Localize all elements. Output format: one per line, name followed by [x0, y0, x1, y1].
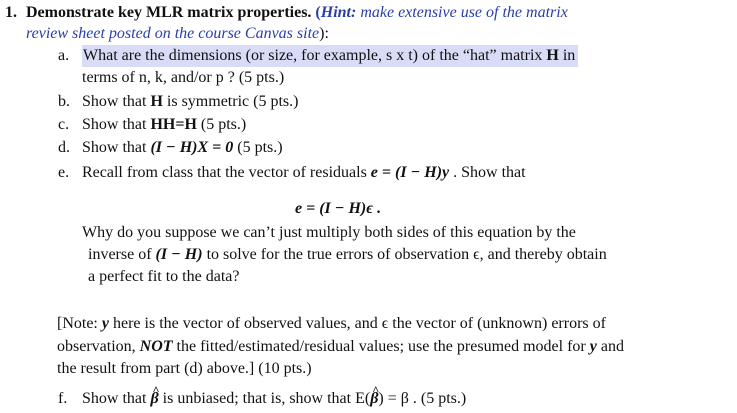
part-d-pre: Show that	[82, 139, 151, 156]
part-e-line1-post: . Show that	[449, 164, 526, 181]
note-line2-pre: observation,	[57, 338, 140, 355]
part-e-line4-math: (I − H)	[155, 246, 203, 263]
note-not: NOT	[139, 338, 173, 355]
part-a-line1	[82, 45, 578, 67]
part-b-label: b.	[58, 93, 70, 110]
part-e-line3: Why do you suppose we can’t just multiply both sides of this equation by the	[82, 224, 576, 241]
part-c-label: c.	[58, 116, 70, 133]
part-a-line2: terms of n, k, and/or p ? (5 pts.)	[82, 69, 285, 86]
part-f-label: f.	[58, 390, 68, 407]
note-line1	[57, 313, 606, 335]
part-b-text	[82, 91, 298, 113]
hint-open: (	[315, 4, 321, 21]
part-f-pre: Show that	[82, 390, 151, 407]
question-title: Demonstrate key MLR matrix properties.	[26, 4, 312, 21]
part-e-line1-pre: Recall from class that the vector of residuals	[82, 164, 371, 181]
note-line2-mid: the fitted/estimated/residual values; use the presumed model for	[172, 338, 590, 355]
part-b-pre: Show that	[82, 93, 151, 110]
part-f-beta-hat: ^ β	[150, 388, 158, 410]
part-e-line4-post: to solve for the true errors of observation ϵ, and thereby obtain	[202, 246, 607, 263]
part-d-post: (5 pts.)	[233, 139, 283, 156]
part-e-line1	[82, 162, 526, 184]
hint-close: ):	[319, 25, 329, 42]
note-line1-post: here is the vector of observed values, and ϵ the vector of (unknown) errors of	[108, 315, 606, 332]
part-d-math: (I − H)X = 0	[150, 139, 234, 156]
part-c-pre: Show that	[82, 116, 151, 133]
part-e-line4	[88, 244, 607, 266]
hint-label: Hint:	[320, 4, 357, 21]
part-c-post: (5 pts.)	[196, 116, 247, 133]
note-line3: the result from part (d) above.] (10 pts.)	[57, 360, 312, 377]
part-c-bold: HH=H	[150, 116, 197, 133]
part-f-beta-hat-2: ^ β	[370, 388, 378, 410]
note-line2-post: and	[596, 338, 624, 355]
part-e-center-equation: e = (I − H)ϵ .	[295, 200, 382, 217]
part-c-text	[82, 114, 246, 136]
part-a-line1-post: in	[558, 47, 576, 64]
part-f-text	[82, 388, 466, 410]
part-d-text	[82, 137, 283, 159]
part-e-line1-math: e = (I − H)y	[370, 164, 450, 181]
note-line1-pre: [Note:	[57, 315, 102, 332]
part-e-label: e.	[58, 164, 70, 181]
part-e-line4-pre: inverse of	[88, 246, 156, 263]
note-y2: y	[589, 338, 597, 355]
question-number: 1.	[5, 4, 17, 21]
part-f-post: ) = β . (5 pts.)	[378, 390, 467, 407]
note-y: y	[101, 315, 109, 332]
hint-text-1: make extensive use of the matrix	[360, 4, 568, 21]
part-a-bold-h: H	[546, 47, 559, 64]
part-a-line1-pre: What are the dimensions (or size, for example, s x t) of the “hat” matrix	[83, 47, 547, 64]
hint-text-2: review sheet posted on the course Canvas site	[26, 25, 320, 42]
part-f-mid: is unbiased; that is, show that E(	[158, 390, 371, 407]
part-d-label: d.	[58, 139, 70, 156]
part-b-bold: H	[150, 93, 163, 110]
question-title-line1	[26, 2, 568, 24]
part-e-line5: a perfect fit to the data?	[88, 268, 240, 285]
part-a-label: a.	[58, 47, 70, 64]
note-line2	[57, 336, 624, 358]
question-title-line2	[26, 23, 329, 45]
part-b-post: is symmetric (5 pts.)	[162, 93, 299, 110]
